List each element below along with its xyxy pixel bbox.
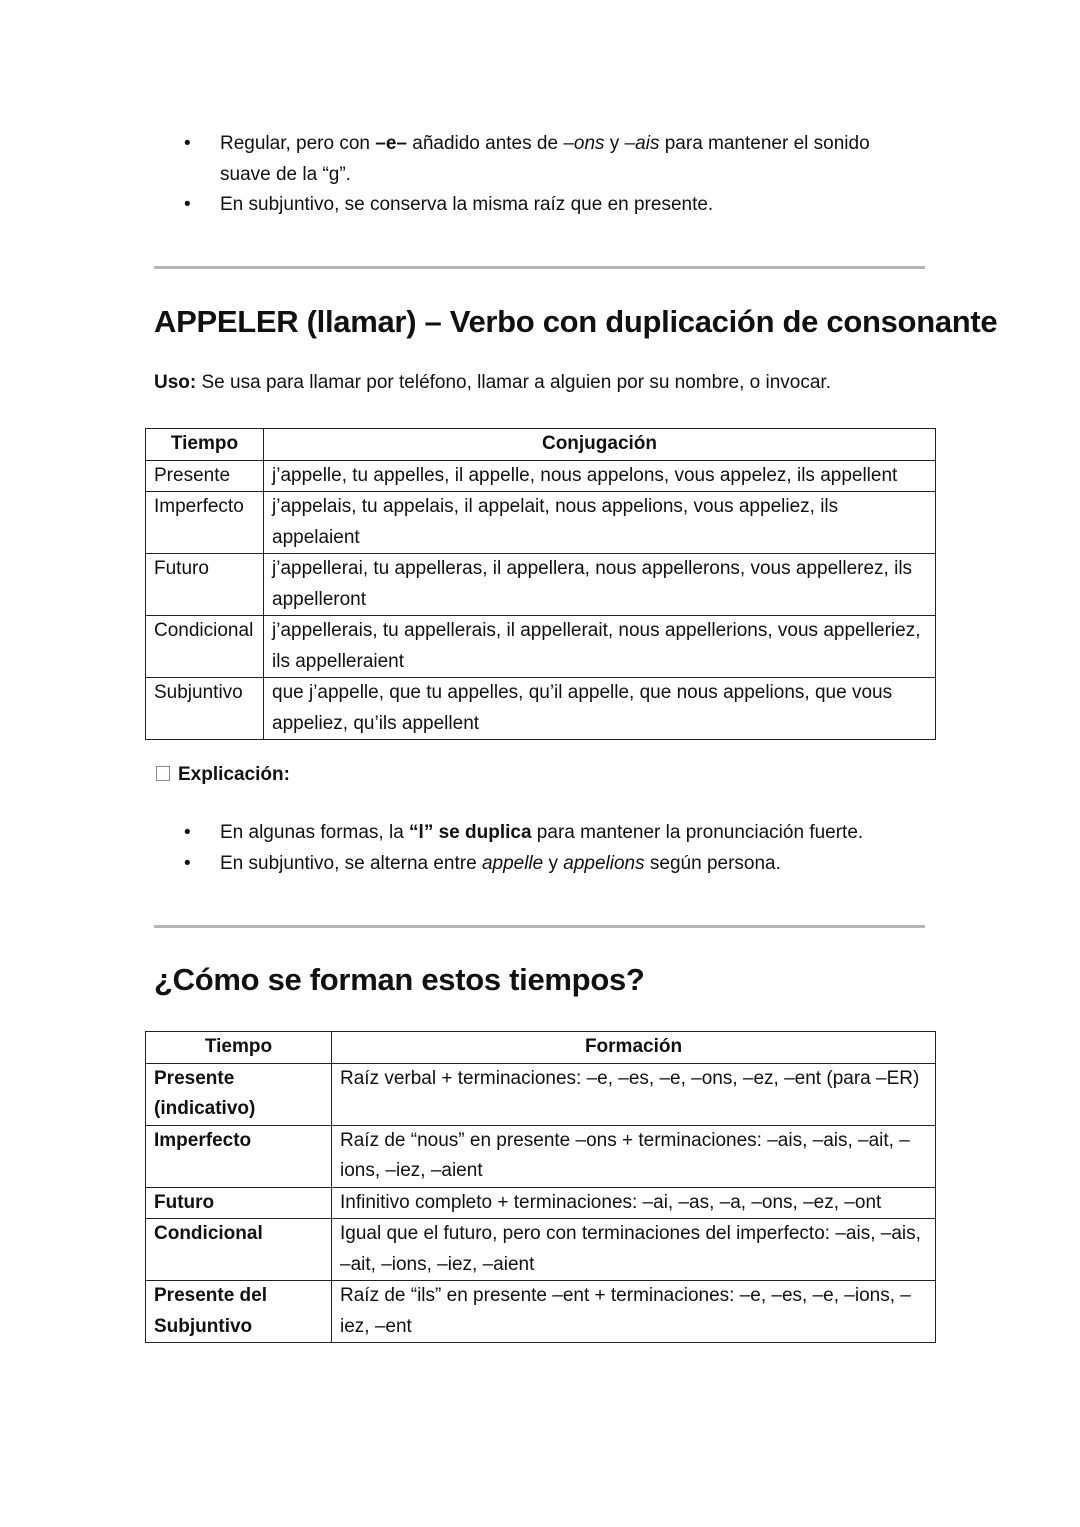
bold-text: –e– <box>375 133 407 154</box>
text: según persona. <box>644 852 781 874</box>
tense-cell: Subjuntivo <box>146 678 264 740</box>
conjugation-cell: j’appelais, tu appelais, il appelait, nous appelions, vous appeliez, ils appelaient <box>264 492 936 554</box>
tense-cell: Imperfecto <box>146 1125 332 1187</box>
text: En subjuntivo, se conserva la misma raíz que en presente. <box>220 194 714 215</box>
formation-cell: Raíz de “ils” en presente –ent + terminaciones: –e, –es, –e, –ions, –iez, –ent <box>332 1281 936 1343</box>
italic-text: appelle <box>481 852 544 874</box>
conjugation-table <box>145 428 936 740</box>
formation-cell: Infinitivo completo + terminaciones: –ai, –as, –a, –ons, –ez, –ont <box>332 1187 936 1219</box>
table-row <box>146 1219 936 1281</box>
formation-cell: Raíz de “nous” en presente –ons + terminaciones: –ais, –ais, –ait, –ions, –iez, –aient <box>332 1125 936 1187</box>
table-row <box>146 1281 936 1343</box>
usage-label: Uso: <box>154 372 197 393</box>
tense-cell: Imperfecto <box>146 492 264 554</box>
intro-bullet-list <box>154 129 914 221</box>
explanation-label: Explicación: <box>178 764 290 785</box>
tense-cell: Futuro <box>146 1187 332 1219</box>
italic-text: –ais <box>624 133 660 154</box>
table-row <box>146 616 936 678</box>
tense-cell: Condicional <box>146 616 264 678</box>
tense-cell: Futuro <box>146 554 264 616</box>
conjugation-cell: j’appellerais, tu appellerais, il appellerait, nous appellerions, vous appelleriez, ils appelleraient <box>264 616 936 678</box>
text: para mantener el sonido suave de la “g”. <box>220 133 870 185</box>
table-row <box>146 1125 936 1187</box>
text: En algunas formas, la <box>220 822 410 843</box>
text: y <box>604 133 625 154</box>
divider <box>154 266 925 269</box>
table-row <box>146 1187 936 1219</box>
usage-text: Se usa para llamar por teléfono, llamar a alguien por su nombre, o invocar. <box>196 372 831 393</box>
table-header-row <box>146 1032 936 1064</box>
bold-text: “l” se duplica <box>409 822 532 843</box>
explanation-heading <box>156 764 290 786</box>
tense-cell: Condicional <box>146 1219 332 1281</box>
column-header: Conjugación <box>264 429 936 461</box>
tense-cell: Presente (indicativo) <box>146 1063 332 1125</box>
column-header: Tiempo <box>146 1032 332 1064</box>
formation-cell: Raíz verbal + terminaciones: –e, –es, –e, –ons, –ez, –ent (para –ER) <box>332 1063 936 1125</box>
text: añadido antes de <box>406 133 564 154</box>
list-item <box>154 849 914 880</box>
tense-cell: Presente <box>146 460 264 492</box>
text: para mantener la pronunciación fuerte. <box>531 822 864 843</box>
list-item <box>154 129 914 190</box>
list-item <box>154 818 914 849</box>
table-row <box>146 554 936 616</box>
checkbox-icon <box>156 766 170 781</box>
column-header: Tiempo <box>146 429 264 461</box>
section-title: APPELER (llamar) – Verbo con duplicación de consonante <box>154 304 998 339</box>
table-header-row <box>146 429 936 461</box>
list-item <box>154 190 914 221</box>
conjugation-cell: que j’appelle, que tu appelles, qu’il appelle, que nous appelions, que vous appeliez, qu’ils appellent <box>264 678 936 740</box>
conjugation-cell: j’appelle, tu appelles, il appelle, nous appelons, vous appelez, ils appellent <box>264 460 936 492</box>
table-row <box>146 460 936 492</box>
column-header: Formación <box>332 1032 936 1064</box>
explanation-bullet-list <box>154 818 914 879</box>
table-row <box>146 678 936 740</box>
text: y <box>543 852 564 874</box>
formation-cell: Igual que el futuro, pero con terminaciones del imperfecto: –ais, –ais, –ait, –ions, –iez, –aient <box>332 1219 936 1281</box>
conjugation-cell: j’appellerai, tu appelleras, il appellera, nous appellerons, vous appellerez, ils appelleront <box>264 554 936 616</box>
tense-cell: Presente del Subjuntivo <box>146 1281 332 1343</box>
italic-text: appelions <box>563 852 645 874</box>
table-row <box>146 1063 936 1125</box>
usage-line <box>154 372 831 394</box>
divider <box>154 925 925 928</box>
text: En subjuntivo, se alterna entre <box>220 852 482 874</box>
text: Regular, pero con <box>220 133 376 154</box>
table-row <box>146 492 936 554</box>
formation-table <box>145 1031 936 1343</box>
section-title: ¿Cómo se forman estos tiempos? <box>154 962 645 997</box>
italic-text: –ons <box>563 133 605 154</box>
